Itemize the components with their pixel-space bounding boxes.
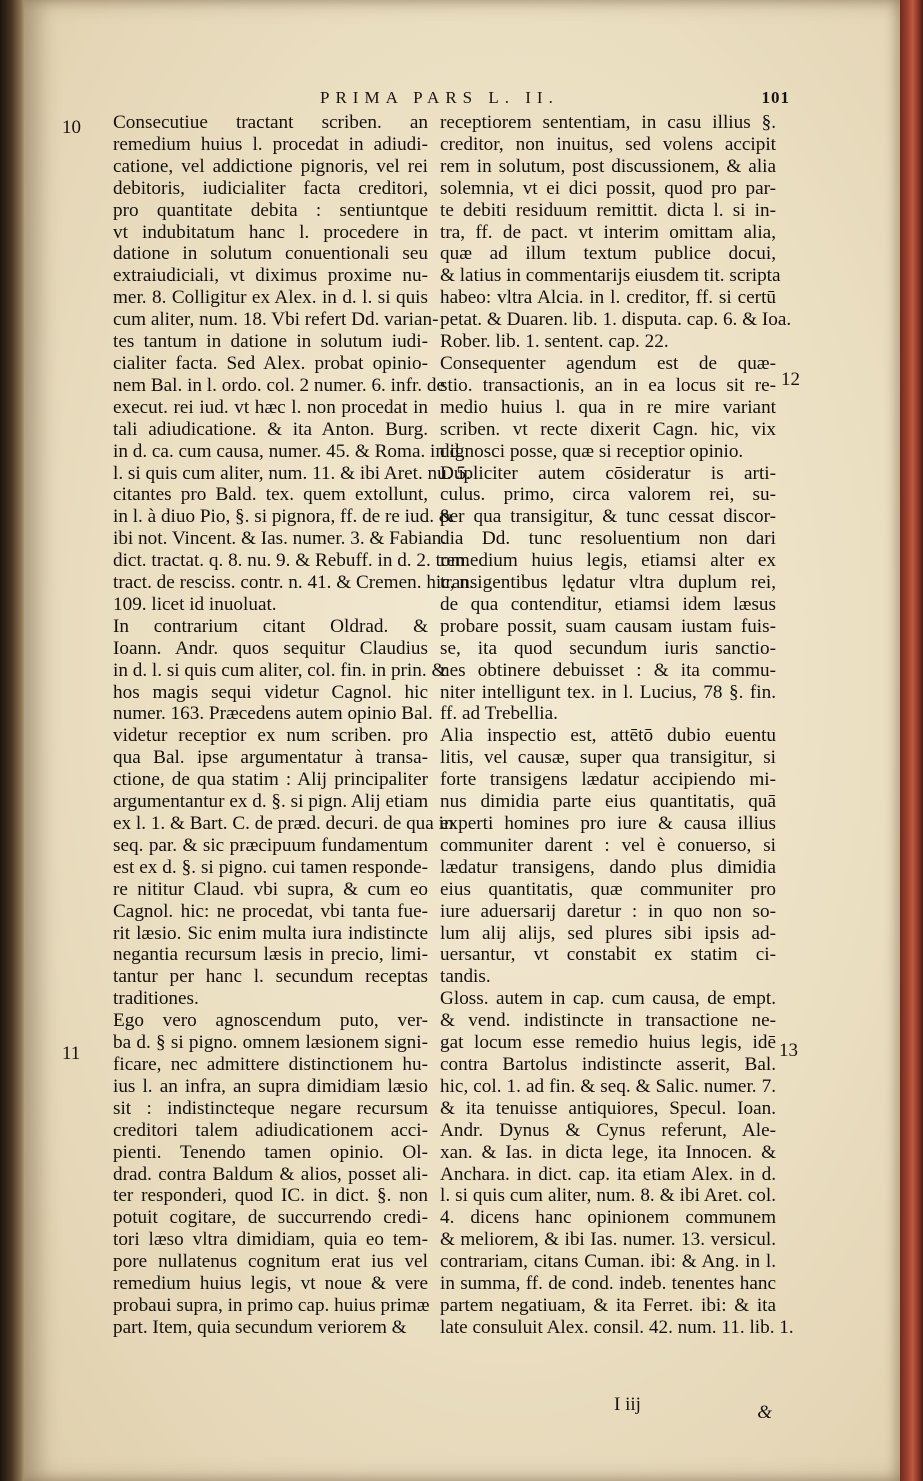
text-line: re nititur Claud. vbi supra, & cum eo	[113, 878, 428, 900]
text-line: dia Dd. tunc resoluentium non dari	[440, 528, 776, 550]
text-line: hic, col. 1. ad fin. & seq. & Salic. numer. 7.	[440, 1075, 776, 1097]
text-line: Dupliciter autem cōsideratur is arti-	[440, 462, 776, 484]
margin-number-11: 11	[62, 1043, 81, 1064]
text-line: argumentantur ex d. §. si pign. Alij etiam	[113, 791, 429, 813]
text-line: Gloss. autem in cap. cum causa, de empt.	[440, 988, 776, 1010]
catchword: &	[757, 1402, 772, 1423]
text-line: ter responderi, quod IC. in dict. §. non	[113, 1185, 428, 1207]
text-line: tandis.	[440, 966, 491, 988]
text-line: ficare, nec admittere distinctionem hu-	[113, 1053, 428, 1075]
text-line: receptiorem sententiam, in casu illius §.	[440, 112, 776, 133]
text-line: contrariam, citans Cuman. ibi: & Ang. in l.	[440, 1251, 776, 1273]
text-line: cialiter facta. Sed Alex. probat opinio-	[113, 352, 428, 374]
text-line: execut. rei iud. vt hæc l. non procedat in	[113, 396, 428, 418]
text-line: forte transigens lædatur accipiendo mi-	[440, 769, 776, 791]
text-line: in summa, ff. de cond. indeb. tenentes hanc	[440, 1273, 776, 1295]
text-line: per qua transigitur, & tunc cessat discor-	[440, 506, 776, 528]
text-line: catione, vel addictione pignoris, vel rei	[113, 155, 428, 177]
text-line: de qua contenditur, etiamsi idem læsus	[440, 593, 776, 615]
text-line: in d. l. si quis cum aliter, col. fin. in prin. &	[113, 659, 447, 681]
text-line: sit : indistincteque negare recursum	[113, 1097, 428, 1119]
text-line: stio. transactionis, an in ea locus sit re-	[440, 374, 776, 396]
text-line: nus dimidia parte eius quantitatis, quā	[440, 791, 776, 813]
text-line: tali adiudicatione. & ita Anton. Burg.	[113, 418, 428, 440]
text-line: & meliorem, & ibi Ias. numer. 13. versicul.	[440, 1229, 776, 1251]
text-line: Cagnol. hic: ne procedat, vbi tanta fue-	[113, 900, 428, 922]
text-line: solemnia, vt ei dici possit, quod pro par-	[440, 177, 776, 199]
text-line: ibi not. Vincent. & Ias. numer. 3. & Fabian.	[113, 528, 447, 550]
text-line: Ego vero agnoscendum puto, ver-	[113, 1010, 428, 1032]
running-title: PRIMA PARS L. II.	[320, 88, 559, 107]
text-line: creditor, non inuitus, sed volens accipit	[440, 133, 776, 155]
text-line: ba d. § si pigno. omnem læsionem signi-	[113, 1032, 428, 1054]
text-line: mer. 8. Colligitur ex Alex. in d. l. si quis	[113, 287, 428, 309]
text-line: habeo: vltra Alcia. in l. creditor, ff. si certū	[440, 287, 776, 309]
text-line: & latius in commentarijs eiusdem tit. scripta	[440, 265, 781, 287]
text-line: experti homines pro iure & causa illius	[440, 813, 776, 834]
text-line: culus. primo, circa valorem rei, su-	[440, 484, 776, 506]
text-line: cum aliter, num. 18. Vbi refert Dd. varian-	[113, 309, 439, 331]
text-line: litis, vel causæ, super qua transigitur, si	[440, 747, 776, 769]
text-line: & ita tenuisse antiquiores, Specul. Ioan.	[440, 1097, 776, 1119]
text-line: l. si quis cum aliter, num. 8. & ibi Aret. col.	[440, 1185, 776, 1207]
text-line: pore nullatenus cognitum erat ius vel	[113, 1251, 428, 1273]
text-line: ex l. 1. & Bart. C. de præd. decuri. de qua in	[113, 813, 454, 834]
text-line: dict. tractat. q. 8. nu. 9. & Rebuff. in d. 2. tom.	[113, 550, 471, 572]
text-line: debitoris, iudicialiter facta creditori,	[113, 177, 428, 199]
text-line: tes tantum in datione in solutum iudi-	[113, 331, 428, 353]
text-line: creditori talem adiudicationem acci-	[113, 1119, 428, 1141]
text-line: citantes pro Bald. tex. quem extollunt,	[113, 484, 428, 506]
text-line: uersantur, vt constabit ex statim ci-	[440, 944, 776, 966]
text-line: lædatur transigens, dando plus dimidia	[440, 856, 776, 878]
page-footer	[600, 1394, 780, 1424]
text-line: remedium huius legis, vt noue & vere	[113, 1273, 428, 1295]
text-line: in d. ca. cum causa, numer. 45. & Roma. in d.	[113, 440, 465, 462]
text-line: rem in solutum, post discussionem, & alia	[440, 155, 776, 177]
text-line: transigentibus lędatur vltra duplum rei,	[440, 572, 776, 594]
text-line: 109. licet id inuoluat.	[113, 593, 277, 615]
text-line: l. si quis cum aliter, num. 11. & ibi Aret. nu. 5.	[113, 462, 471, 484]
text-line: Rober. lib. 1. sentent. cap. 22.	[440, 331, 669, 353]
text-line: rit læsio. Sic enim multa iura indistincte	[113, 922, 428, 944]
text-line: In contrarium citant Oldrad. &	[113, 615, 428, 637]
text-line: probaui supra, in primo cap. huius primæ	[113, 1294, 430, 1316]
margin-number-12: 12	[781, 369, 800, 390]
text-line: contra Bartolus indistincte asserit, Bal.	[440, 1053, 776, 1075]
text-line: nem Bal. in l. ordo. col. 2 numer. 6. infr. de	[113, 374, 445, 396]
text-line: lum alij alijs, sed plures sibi ipsis ad-	[440, 922, 776, 944]
text-line: petat. & Duaren. lib. 1. disputa. cap. 6. & Ioa.	[440, 309, 792, 331]
text-line: extraiudiciali, vt diximus proxime nu-	[113, 265, 428, 287]
text-line: late consuluit Alex. consil. 42. num. 11. lib. 1.	[440, 1316, 794, 1338]
text-line: in l. à diuo Pio, §. si pignora, ff. de re iud. &	[113, 506, 454, 528]
text-line: xan. & Ias. in dicta lege, ita Innocen. &	[440, 1141, 776, 1163]
margin-number-13: 13	[779, 1040, 798, 1061]
text-line: Andr. Dynus & Cynus referunt, Ale-	[440, 1119, 776, 1141]
text-line: iure aduersarij daretur : in quo non so-	[440, 900, 776, 922]
text-line: ctione, de qua statim : Alij principaliter	[113, 769, 428, 791]
text-line: Alia inspectio est, attētō dubio euentu	[440, 725, 776, 747]
text-line: numer. 163. Præcedens autem opinio Bal.	[113, 703, 433, 725]
fore-edge	[900, 0, 923, 1481]
text-line: tori læso vltra dimidiam, quia eo tem-	[113, 1229, 428, 1251]
text-line: est ex d. §. si pigno. cui tamen responde-	[113, 856, 428, 878]
facing-page-edge	[0, 0, 26, 1481]
text-line: quæ ad illum textum publice docui,	[440, 243, 776, 265]
text-line: videtur receptior ex num scriben. pro	[113, 725, 428, 747]
text-line: hos magis sequi videtur Cagnol. hic	[113, 681, 428, 703]
text-line: se, ita quod secundum iuris sanctio-	[440, 637, 776, 659]
text-line: te debiti residuum remittit. dicta l. si in-	[440, 199, 776, 221]
text-line: gat locum esse remedio huius legis, idē	[440, 1032, 776, 1054]
text-line: dignosci posse, quæ si receptior opinio.	[440, 440, 744, 462]
text-line: pro quantitate debita : sentiuntque	[113, 199, 428, 221]
text-line: & vend. indistincte in transactione ne-	[440, 1010, 776, 1032]
text-line: traditiones.	[113, 988, 199, 1010]
text-line: datione in solutum conuentionali seu	[113, 243, 428, 265]
text-line: probare possit, suam causam iustam fuis-	[440, 615, 776, 637]
text-line: nes obtinere debuisset : & ita commu-	[440, 659, 776, 681]
text-line: ius l. an infra, an supra dimidiam læsio	[113, 1075, 428, 1097]
text-line: part. Item, quia secundum veriorem &	[113, 1316, 407, 1338]
text-line: niter intelligunt tex. in l. Lucius, 78 §. fin.	[440, 681, 776, 703]
text-line: tract. de resciss. contr. n. 41. & Cremen. hic, n.	[113, 572, 474, 594]
text-line: tra, ff. de pact. vt interim omittam alia,	[440, 221, 776, 243]
text-line: pienti. Tenendo tamen opinio. Ol-	[113, 1141, 428, 1163]
text-line: potuit cogitare, de succurrendo credi-	[113, 1207, 428, 1229]
text-line: Consecutiue tractant scriben. an	[113, 112, 428, 133]
text-line: ff. ad Trebellia.	[440, 703, 558, 725]
text-line: Consequenter agendum est de quæ-	[440, 352, 776, 374]
text-line: 4. dicens hanc opinionem communem	[440, 1207, 776, 1229]
text-line: Ioann. Andr. quos sequitur Claudius	[113, 637, 428, 659]
text-line: communiter darent : vel è conuerso, si	[440, 834, 776, 856]
text-line: eius quantitatis, quæ communiter pro	[440, 878, 776, 900]
text-line: medio huius l. qua in re mire variant	[440, 396, 776, 418]
text-line: seq. par. & sic præcipuum fundamentum	[113, 834, 428, 856]
text-line: vt indubitatum hanc l. procedere in	[113, 221, 428, 243]
text-line: scriben. vt recte dixerit Cagn. hic, vix	[440, 418, 776, 440]
text-line: qua Bal. ipse argumentatur à transa-	[113, 747, 428, 769]
margin-number-10: 10	[62, 117, 81, 138]
signature-mark: I iij	[614, 1394, 641, 1415]
text-line: partem negatiuam, & ita Ferret. ibi: & ita	[440, 1294, 776, 1316]
text-line: Anchara. in dict. cap. ita etiam Alex. in d.	[440, 1163, 776, 1185]
text-line: tantur per hanc l. secundum receptas	[113, 966, 428, 988]
text-line: remedium huius l. procedat in adiudi-	[113, 133, 428, 155]
text-line: remedium huius legis, etiamsi alter ex	[440, 550, 776, 572]
folio-number: 101	[761, 88, 790, 107]
text-line: negantia recursum læsis in precio, limi-	[113, 944, 428, 966]
text-line: drad. contra Baldum & alios, posset ali-	[113, 1163, 428, 1185]
